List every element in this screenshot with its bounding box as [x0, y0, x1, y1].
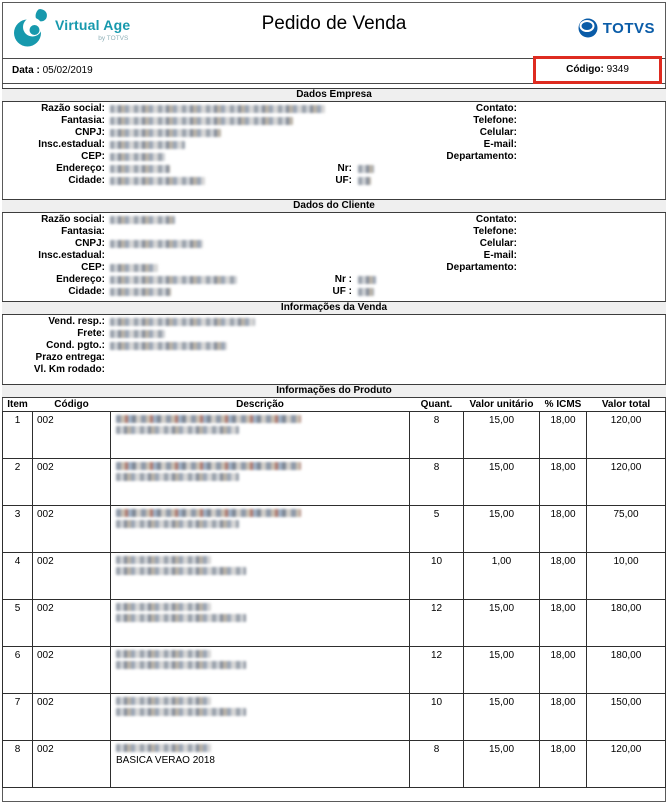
field-row [2, 352, 666, 364]
field-label: Departamento: [446, 151, 517, 162]
redacted-value [116, 509, 301, 517]
cell-quant: 8 [410, 412, 464, 459]
field-label: Insc.estadual: [38, 250, 105, 261]
cell-item: 7 [3, 694, 33, 741]
redacted-value [116, 650, 211, 658]
field-label: E-mail: [483, 139, 517, 150]
redacted-value [110, 318, 255, 326]
section-header-informacoes-venda: Informações da Venda [2, 301, 666, 315]
redacted-value [116, 708, 246, 716]
cell-valor-unitario: 15,00 [464, 600, 540, 647]
field-label: Razão social: [41, 214, 105, 225]
cell-descricao [111, 600, 410, 647]
cell-icms: 18,00 [540, 647, 587, 694]
descricao-line [116, 473, 407, 484]
descricao-line [116, 509, 407, 520]
section-fields-informacoes-venda [2, 316, 666, 376]
code-label: Código: [566, 64, 604, 75]
cell-icms: 18,00 [540, 694, 587, 741]
field-label: Insc.estadual: [38, 139, 105, 150]
cell-descricao [111, 459, 410, 506]
descricao-line [116, 697, 407, 708]
totvs-logo-text: TOTVS [602, 19, 655, 37]
column-header: Valor unitário [464, 397, 540, 412]
cell-quant: 5 [410, 506, 464, 553]
product-table-body [3, 412, 666, 788]
cell-descricao [111, 647, 410, 694]
field-row [2, 175, 666, 187]
field-label: Departamento: [446, 262, 517, 273]
field-label: Telefone: [473, 115, 517, 126]
redacted-value [116, 556, 211, 564]
column-header: Descrição [111, 397, 410, 412]
redacted-value [116, 567, 246, 575]
field-label: Telefone: [473, 226, 517, 237]
field-label: Contato: [475, 214, 517, 225]
cell-icms: 18,00 [540, 412, 587, 459]
cell-valor-unitario: 15,00 [464, 647, 540, 694]
field-label: Vend. resp.: [48, 316, 105, 327]
column-header: % ICMS [540, 397, 587, 412]
field-label: CEP: [81, 151, 105, 162]
field-label: Nr: [337, 163, 352, 174]
cell-valor-unitario: 15,00 [464, 741, 540, 788]
section-header-dados-empresa: Dados Empresa [2, 88, 666, 102]
redacted-value [110, 153, 165, 161]
cell-quant: 10 [410, 553, 464, 600]
totvs-logo [577, 17, 655, 39]
field-label: Nr : [334, 274, 352, 285]
column-header: Valor total [587, 397, 666, 412]
cell-icms: 18,00 [540, 553, 587, 600]
redacted-value [110, 330, 165, 338]
cell-item: 2 [3, 459, 33, 506]
field-label: Endereço: [56, 274, 105, 285]
redacted-value [110, 117, 293, 125]
cell-valor-total: 180,00 [587, 600, 666, 647]
cell-valor-total: 180,00 [587, 647, 666, 694]
product-row [3, 459, 666, 506]
cell-valor-unitario: 1,00 [464, 553, 540, 600]
descricao-line [116, 556, 407, 567]
cell-codigo: 002 [33, 412, 111, 459]
field-label: E-mail: [483, 250, 517, 261]
field-row [2, 238, 666, 250]
product-row [3, 647, 666, 694]
column-header: Quant. [410, 397, 464, 412]
field-row [2, 340, 666, 352]
field-row [2, 139, 666, 151]
date-field [12, 59, 93, 83]
section-header-dados-cliente: Dados do Cliente [2, 199, 666, 213]
field-value [358, 177, 371, 189]
product-row [3, 412, 666, 459]
report-header [3, 3, 665, 58]
field-row [2, 127, 666, 139]
section-fields-dados-empresa [2, 103, 666, 187]
cell-valor-total: 120,00 [587, 459, 666, 506]
field-row [2, 316, 666, 328]
cell-icms: 18,00 [540, 506, 587, 553]
field-label: Razão social: [41, 103, 105, 114]
descricao-line [116, 744, 407, 755]
field-label: Contato: [475, 103, 517, 114]
redacted-value [116, 462, 301, 470]
field-label: Cidade: [68, 286, 105, 297]
redacted-value [116, 426, 239, 434]
redacted-value [110, 165, 170, 173]
cell-codigo: 002 [33, 741, 111, 788]
field-row [2, 274, 666, 286]
field-label: CNPJ: [74, 127, 105, 138]
descricao-line [116, 462, 407, 473]
redacted-value [116, 744, 211, 752]
cell-descricao [111, 694, 410, 741]
cell-icms: 18,00 [540, 459, 587, 506]
cell-valor-unitario: 15,00 [464, 412, 540, 459]
field-row [2, 103, 666, 115]
field-row [2, 115, 666, 127]
field-row [2, 364, 666, 376]
cell-item: 5 [3, 600, 33, 647]
cell-codigo: 002 [33, 647, 111, 694]
redacted-value [358, 165, 374, 173]
cell-quant: 8 [410, 741, 464, 788]
product-row [3, 553, 666, 600]
cell-valor-total: 120,00 [587, 741, 666, 788]
cell-valor-total: 75,00 [587, 506, 666, 553]
redacted-value [110, 177, 205, 185]
column-header: Item [3, 397, 33, 412]
redacted-value [110, 141, 185, 149]
field-label: Fantasia: [61, 226, 105, 237]
cell-descricao [111, 506, 410, 553]
product-table [2, 397, 666, 788]
redacted-value [110, 240, 203, 248]
field-row [2, 226, 666, 238]
cell-quant: 12 [410, 647, 464, 694]
redacted-value [110, 216, 175, 224]
section-fields-dados-cliente [2, 214, 666, 298]
field-label: UF: [335, 175, 352, 186]
redacted-value [116, 614, 246, 622]
redacted-value [116, 603, 211, 611]
descricao-line [116, 415, 407, 426]
field-row [2, 286, 666, 298]
cell-codigo: 002 [33, 506, 111, 553]
field-label: Fantasia: [61, 115, 105, 126]
field-value [110, 177, 205, 189]
redacted-value [110, 129, 221, 137]
cell-item: 8 [3, 741, 33, 788]
redacted-value [110, 264, 158, 272]
descricao-line [116, 426, 407, 437]
product-table-header-row [3, 397, 666, 412]
redacted-value [110, 288, 171, 296]
descricao-line [116, 567, 407, 578]
totvs-logo-icon [577, 17, 599, 39]
cell-valor-unitario: 15,00 [464, 459, 540, 506]
redacted-value [110, 105, 325, 113]
field-label: Celular: [479, 127, 517, 138]
virtualage-tagline: by TOTVS [98, 35, 129, 42]
cell-icms: 18,00 [540, 741, 587, 788]
field-row [2, 214, 666, 226]
cell-icms: 18,00 [540, 600, 587, 647]
redacted-value [110, 342, 227, 350]
cell-descricao [111, 553, 410, 600]
field-label: Vl. Km rodado: [33, 364, 105, 375]
descricao-line [116, 650, 407, 661]
cell-item: 4 [3, 553, 33, 600]
cell-quant: 10 [410, 694, 464, 741]
redacted-value [110, 276, 237, 284]
field-label: Frete: [77, 328, 105, 339]
cell-quant: 8 [410, 459, 464, 506]
cell-valor-unitario: 15,00 [464, 694, 540, 741]
cell-valor-total: 150,00 [587, 694, 666, 741]
product-row [3, 600, 666, 647]
field-label: CNPJ: [74, 238, 105, 249]
cell-codigo: 002 [33, 694, 111, 741]
product-row [3, 741, 666, 788]
code-highlight-annotation [533, 56, 662, 84]
date-value: 05/02/2019 [42, 65, 93, 76]
cell-descricao [111, 741, 410, 788]
redacted-value [358, 177, 371, 185]
cell-codigo: 002 [33, 553, 111, 600]
cell-quant: 12 [410, 600, 464, 647]
descricao-line [116, 520, 407, 531]
redacted-value [116, 415, 301, 423]
column-header: Código [33, 397, 111, 412]
descricao-line [116, 603, 407, 614]
field-row [2, 163, 666, 175]
descricao-line [116, 614, 407, 625]
redacted-value [358, 276, 376, 284]
date-label: Data : [12, 65, 40, 76]
redacted-value [358, 288, 374, 296]
field-row [2, 262, 666, 274]
field-row [2, 151, 666, 163]
field-label: UF : [332, 286, 352, 297]
field-label: Celular: [479, 238, 517, 249]
cell-descricao [111, 412, 410, 459]
page-title: Pedido de Venda [261, 13, 407, 34]
field-value [110, 288, 171, 300]
product-row [3, 506, 666, 553]
field-value [358, 288, 374, 300]
field-label: Prazo entrega: [35, 352, 105, 363]
code-value: 9349 [606, 64, 629, 75]
field-row [2, 250, 666, 262]
cell-valor-unitario: 15,00 [464, 506, 540, 553]
product-row [3, 694, 666, 741]
section-header-informacoes-produto: Informações do Produto [2, 384, 666, 398]
field-label: Cond. pgto.: [46, 340, 105, 351]
redacted-value [116, 697, 211, 705]
descricao-line [116, 708, 407, 719]
cell-valor-total: 120,00 [587, 412, 666, 459]
cell-item: 6 [3, 647, 33, 694]
cell-codigo: 002 [33, 459, 111, 506]
cell-valor-total: 10,00 [587, 553, 666, 600]
cell-item: 3 [3, 506, 33, 553]
descricao-line [116, 661, 407, 672]
redacted-value [116, 661, 246, 669]
descricao-line: BASICA VERAO 2018 [116, 755, 215, 766]
field-label: Cidade: [68, 175, 105, 186]
field-label: Endereço: [56, 163, 105, 174]
field-row [2, 328, 666, 340]
redacted-value [116, 520, 239, 528]
redacted-value [116, 473, 239, 481]
field-label: CEP: [81, 262, 105, 273]
cell-codigo: 002 [33, 600, 111, 647]
cell-item: 1 [3, 412, 33, 459]
virtualage-logo-text: Virtual Age [55, 17, 131, 33]
